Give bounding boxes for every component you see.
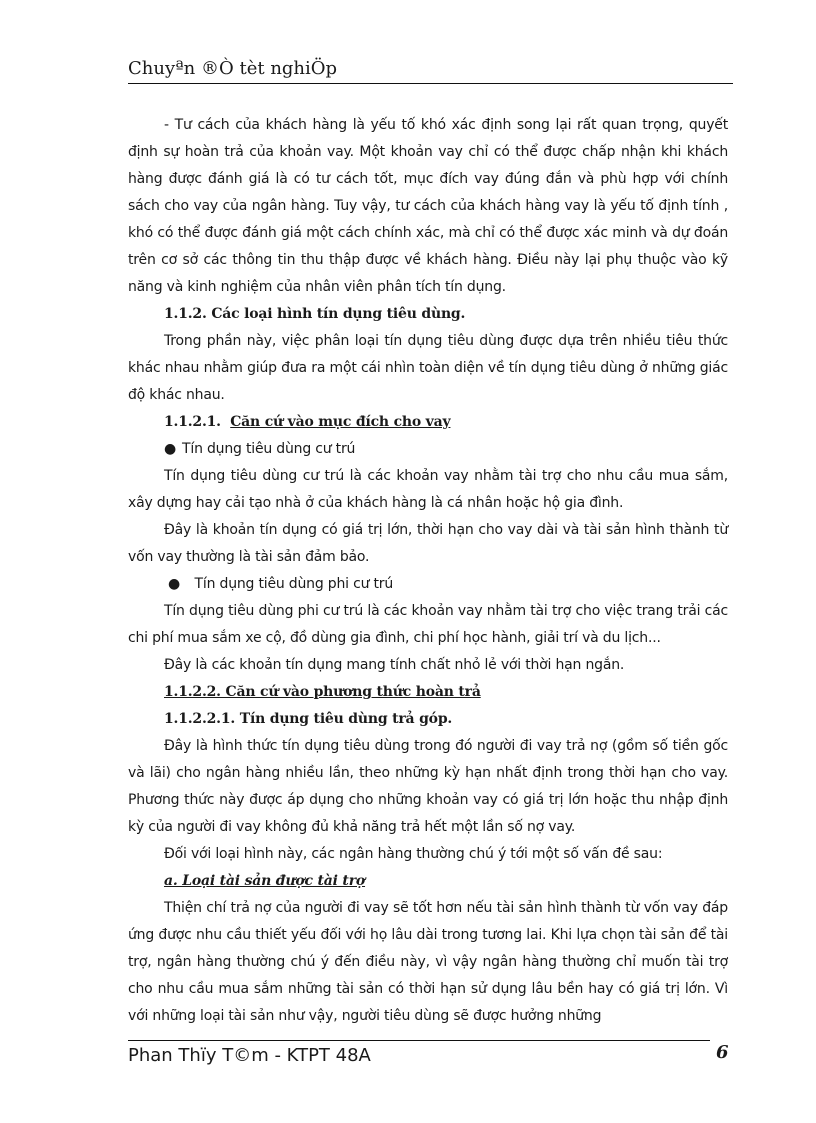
heading-1-1-2-2-text: 1.1.2.2. Căn cứ vào phương thức hoàn trả [164,684,481,700]
bullet-nonresidential-label: Tín dụng tiêu dùng phi cư trú [194,576,394,592]
bullet-dot-icon: ● [164,441,177,457]
document-body [128,112,728,1030]
paragraph-nonresidential-definition: Tín dụng tiêu dùng phi cư trú là các khoản vay nhằm tài trợ cho việc trang trải các chi phí mua sắm xe cộ, đồ dùng gia đình, chi phí học hành, giải trí và du lịch... [128,603,728,646]
paragraph-borrower-character: - Tư cách của khách hàng là yếu tố khó xác định song lại rất quan trọng, quyết định sự hoàn trả của khoản vay. Một khoản vay chỉ có thể được chấp nhận khi khách hàng được đánh giá là có tư cách tốt, mục đích vay đúng đắn và phù hợp với chính sách cho vay của ngân hàng. Tuy vậy, tư cách của khách hàng vay là yếu tố định tính , khó có thể được đánh giá một cách chính xác, mà chỉ có thể được xác minh và dự đoán trên cơ sở các thông tin thu thập được về khách hàng. Điều này lại phụ thuộc vào kỹ năng và kinh nghiệm của nhân viên phân tích tín dụng. [128,117,728,295]
heading-1-1-2-1-text: Căn cứ vào mục đích cho vay [230,414,451,430]
paragraph-classification-intro: Trong phần này, việc phân loại tín dụng tiêu dùng được dựa trên nhiều tiêu thức khác nhau nhằm giúp đưa ra một cái nhìn toàn diện về tín dụng tiêu dùng ở những giác độ khác nhau. [128,333,728,403]
bullet-residential-label: Tín dụng tiêu dùng cư trú [182,441,356,457]
heading-a-text: a. Loại tài sản được tài trợ [164,873,366,889]
paragraph-asset-type: Thiện chí trả nợ của người đi vay sẽ tốt hơn nếu tài sản hình thành từ vốn vay đáp ứng được nhu cầu thiết yếu đối với họ lâu dài trong tương lai. Khi lựa chọn tài sản để tài trợ, ngân hàng thường chú ý đến điều này, vì vậy ngân hàng thường chỉ muốn tài trợ cho nhu cầu mua sắm những tài sản có thời hạn sử dụng lâu bền hay có giá trị lớn. Vì với những loại tài sản như vậy, người tiêu dùng sẽ được hưởng những [128,900,728,1024]
bullet-residential-credit [128,436,728,463]
paragraph-installment-issues: Đối với loại hình này, các ngân hàng thường chú ý tới một số vấn đề sau: [164,846,663,862]
bullet-dot-icon: ● [168,576,181,592]
heading-a-asset-type [128,868,728,895]
heading-1-1-2: 1.1.2. Các loại hình tín dụng tiêu dùng. [164,306,466,322]
heading-1-1-2-1 [128,409,728,436]
paragraph-residential-features: Đây là khoản tín dụng có giá trị lớn, thời hạn cho vay dài và tài sản hình thành từ vốn vay thường là tài sản đảm bảo. [128,522,728,565]
page-header-title: Chuyªn ®Ò tèt nghiÖp [128,58,733,84]
paragraph-nonresidential-features: Đây là các khoản tín dụng mang tính chất nhỏ lẻ với thời hạn ngắn. [164,657,625,673]
footer-divider [128,1040,710,1041]
heading-1-1-2-2-1: 1.1.2.2.1. Tín dụng tiêu dùng trả góp. [164,711,453,727]
footer-author: Phan Thïy T©m - KTPT 48A [128,1045,371,1066]
heading-1-1-2-2 [128,679,728,706]
bullet-nonresidential-credit [128,571,728,598]
paragraph-residential-definition: Tín dụng tiêu dùng cư trú là các khoản vay nhằm tài trợ cho nhu cầu mua sắm, xây dựng hay cải tạo nhà ở của khách hàng là cá nhân hoặc hộ gia đình. [128,468,728,511]
page-number: 6 [716,1042,729,1063]
paragraph-installment-definition: Đây là hình thức tín dụng tiêu dùng trong đó người đi vay trả nợ (gồm số tiền gốc và lãi) cho ngân hàng nhiều lần, theo những kỳ hạn nhất định trong thời hạn cho vay. Phương thức này được áp dụng cho những khoản vay có giá trị lớn hoặc thu nhập định kỳ của người đi vay không đủ khả năng trả hết một lần số nợ vay. [128,738,728,835]
heading-1-1-2-1-number: 1.1.2.1. [164,414,221,430]
